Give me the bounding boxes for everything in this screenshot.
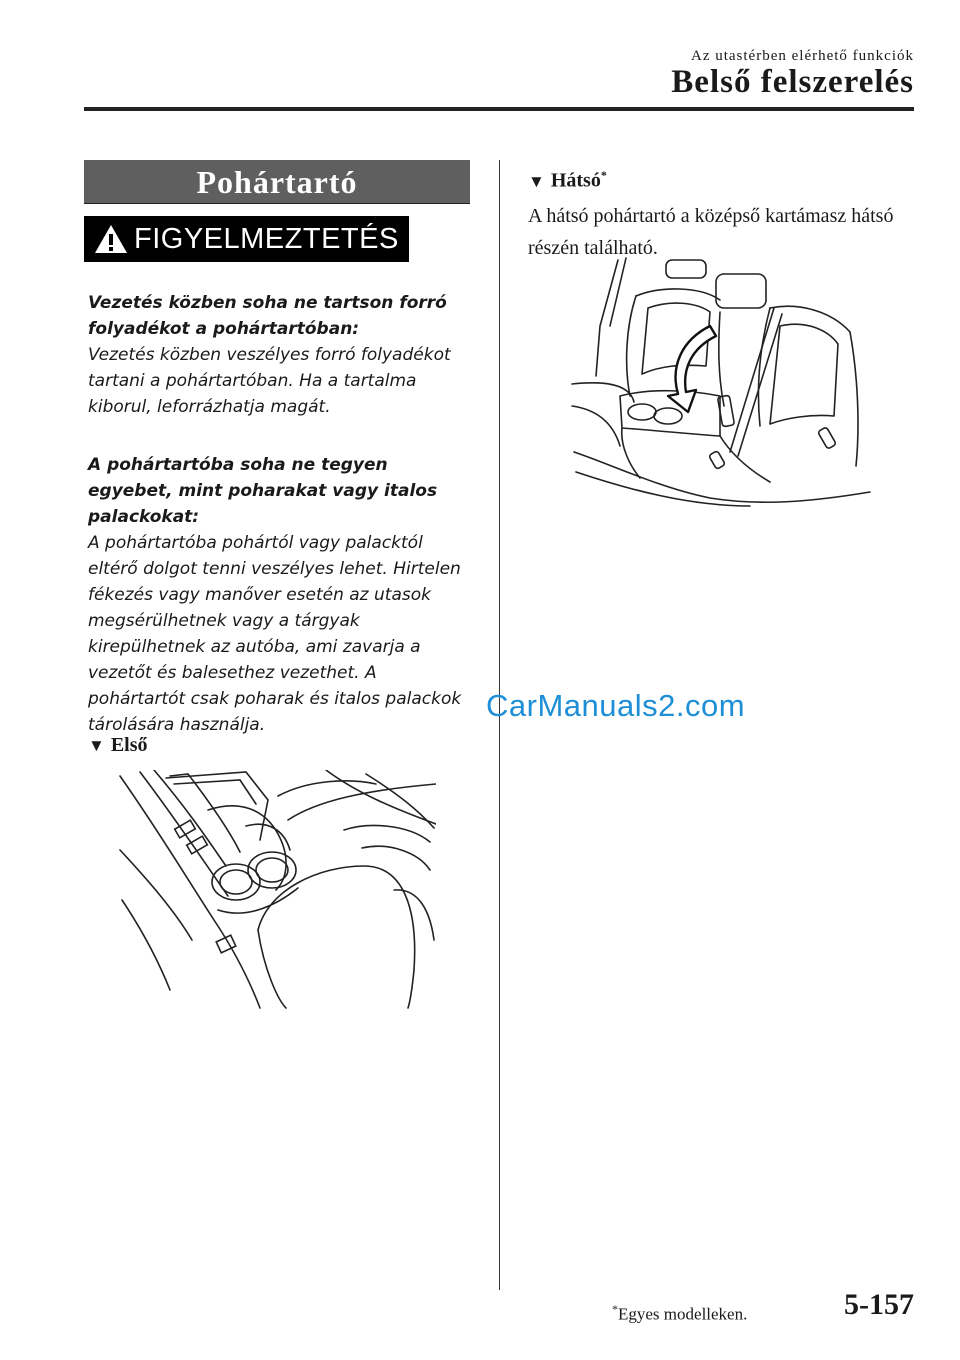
footer-asterisk: * [612,1302,618,1316]
warning-heading: A pohártartóba soha ne tegyen egyebet, mint poharakat vagy italos palackokat: [88,455,438,527]
header-rule [84,107,914,111]
warning-text: A pohártartóba pohártól vagy palacktól eltérő dolgot tenni veszélyes lehet. Hirtelen fékezés vagy manőver esetén az utasok megsérülhetnek vagy a tárgyak kirepülhetnek az autóba, ami zavarja a vezetőt és balesethez vezethet. A pohártartót csak poharak és italos palackok tárolására használja. [88,533,462,735]
warning-label: FIGYELMEZTETÉS [134,222,399,255]
rear-subheading [528,168,607,193]
rear-label: Hátsó [550,169,601,192]
warning-heading: Vezetés közben soha ne tartson forró folyadékot a pohártartóban: [88,293,447,339]
section-title-underline [84,203,470,204]
warning-item-1 [88,290,468,420]
front-cupholder-illustration [118,770,436,1010]
section-title: Pohártartó [84,160,470,204]
triangle-down-icon: ▼ [528,171,545,191]
header-section: Belső felszerelés [671,64,914,100]
footer-note-text: Egyes modelleken. [618,1304,748,1324]
watermark: CarManuals2.com [486,688,746,723]
rear-description: A hátsó pohártartó a középső kartámasz hátsó részén található. [528,205,894,259]
warning-item-2 [88,452,468,738]
warning-icon [94,224,128,254]
footer-note [612,1302,747,1325]
rear-cupholder-illustration [570,256,872,508]
warning-banner [84,216,409,262]
warning-text: Vezetés közben veszélyes forró folyadékot tartani a pohártartóban. Ha a tartalma kiborul, leforrázhatja magát. [88,345,451,417]
header-chapter: Az utastérben elérhető funkciók [690,48,914,64]
rear-asterisk: * [600,168,607,182]
column-divider [499,160,500,1290]
page-number: 5-157 [844,1288,914,1321]
triangle-down-icon: ▼ [88,736,105,755]
front-label: Első [110,734,148,756]
front-subheading [88,734,148,757]
